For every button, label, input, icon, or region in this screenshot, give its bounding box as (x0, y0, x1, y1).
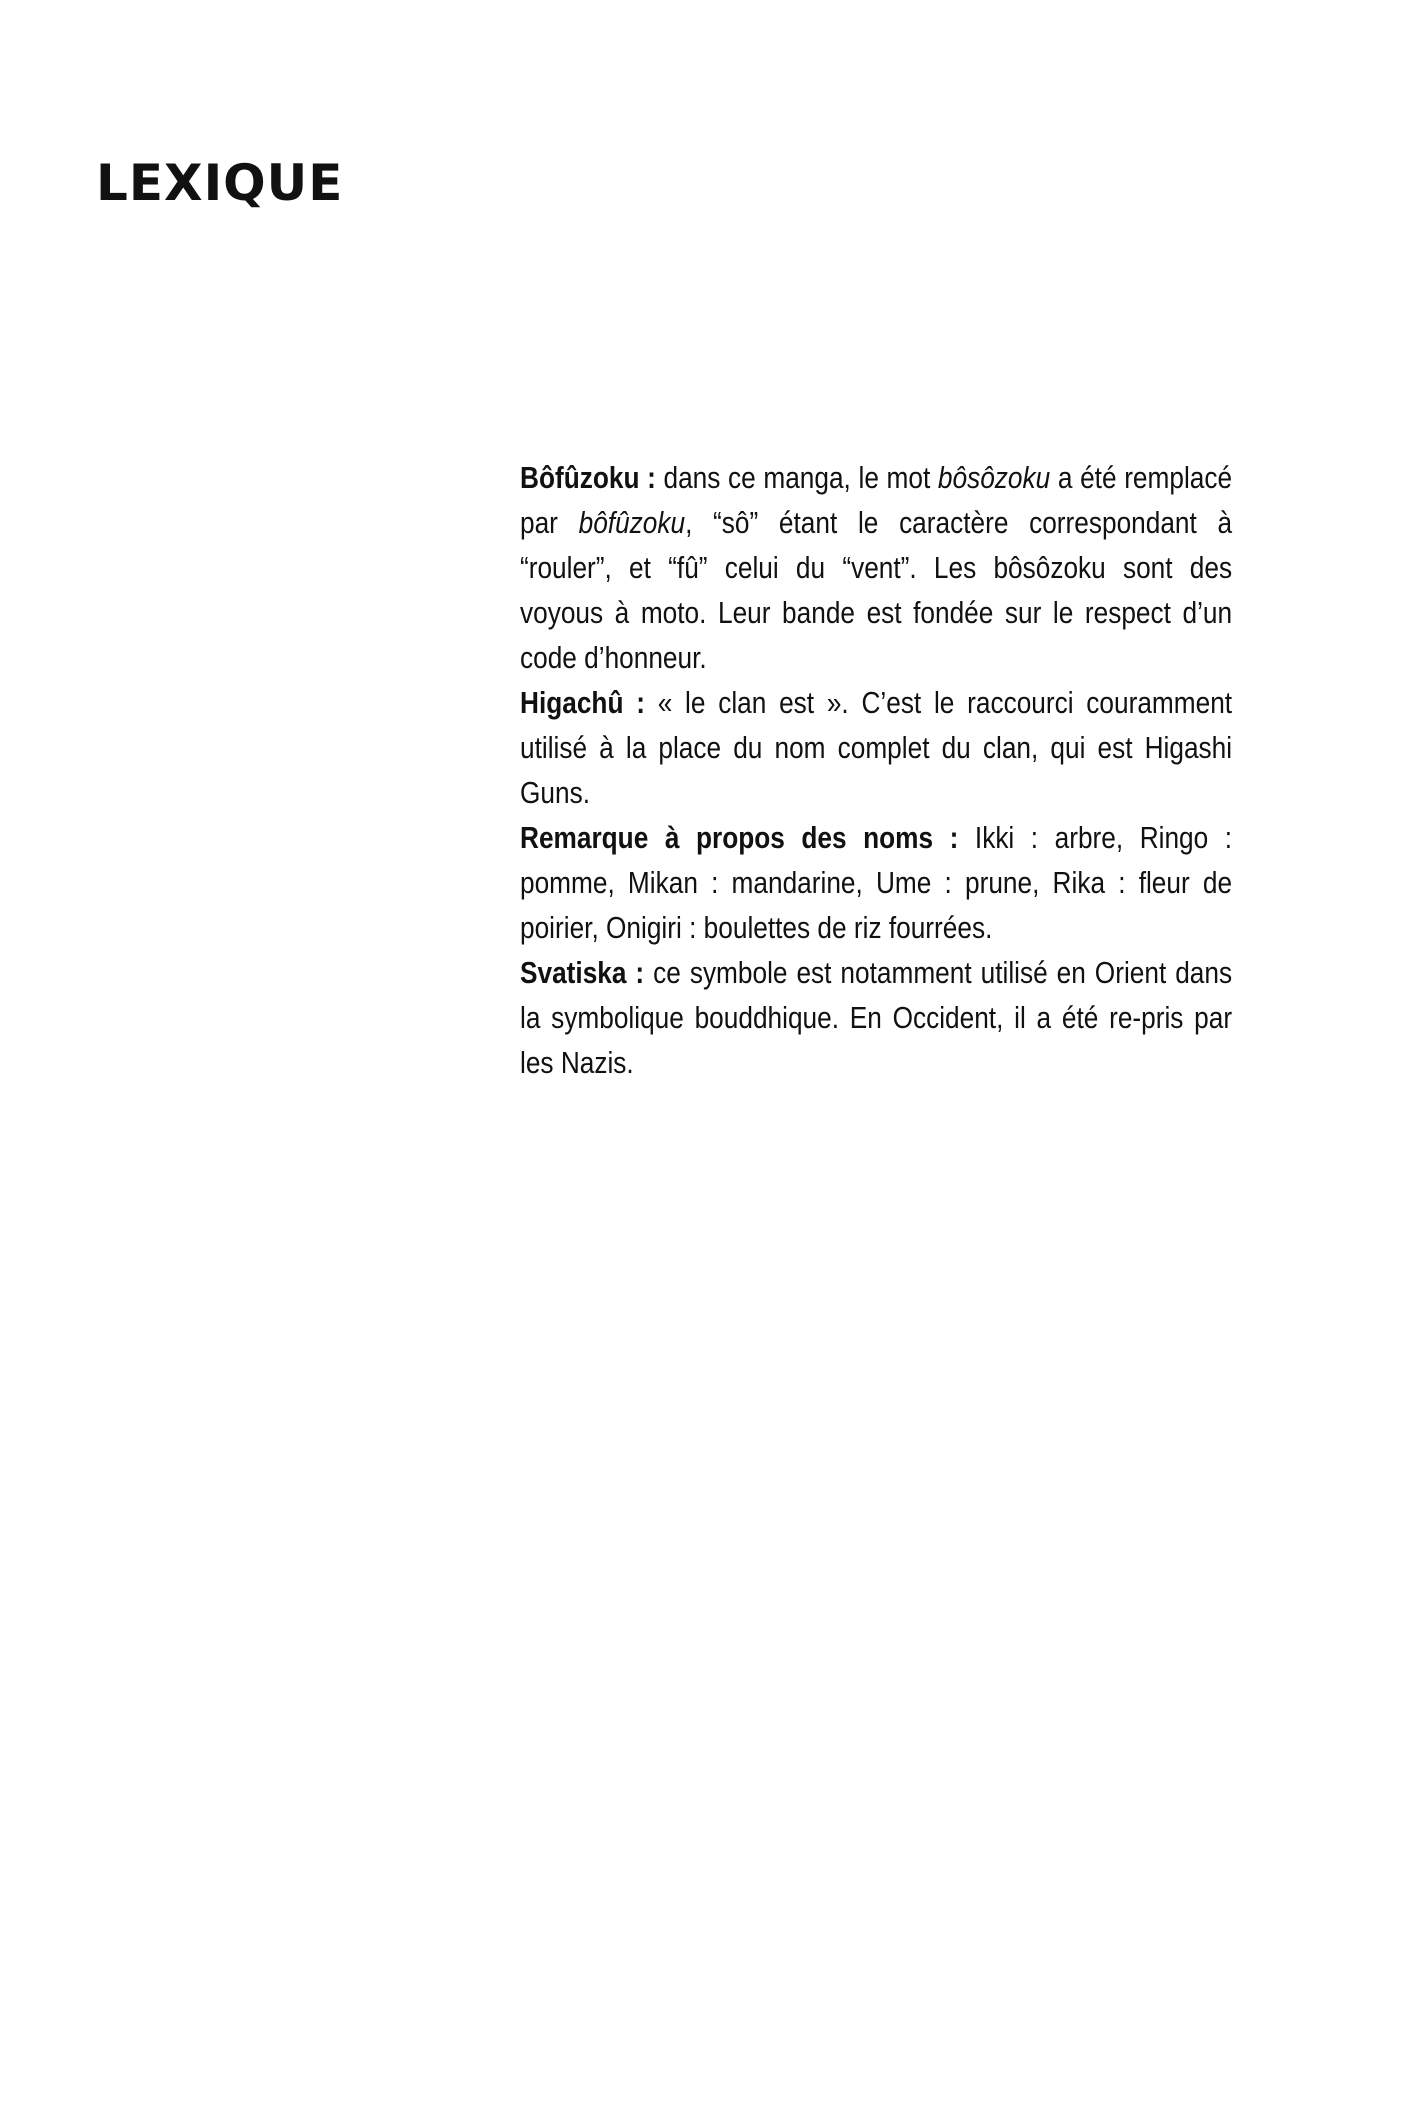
entry-text: dans ce manga, le mot (655, 461, 938, 495)
lexicon-entry-higachu (520, 681, 1232, 816)
entry-italic-word: bôfûzoku (578, 506, 686, 540)
entry-text: ce symbole est notamment utilisé en Orient dans la symbolique bouddhique. En Occident, il a été re-pris par les Nazis. (520, 956, 1233, 1080)
entry-term: Remarque à propos des noms : (520, 821, 959, 855)
entry-text: a été remplacé par (520, 461, 1233, 540)
entry-text: « le clan est ». C’est le raccourci couramment utilisé à la place du nom complet du clan, qui est Higashi Guns. (520, 686, 1233, 810)
lexicon-entry-remarque-noms (520, 816, 1232, 951)
lexicon-entry-svatiska (520, 951, 1232, 1086)
entry-term: Higachû : (520, 686, 645, 720)
entry-text: , “sô” étant le caractère correspondant à “rouler”, et “fû” celui du “vent”. Les bôsôzoku sont des voyous à moto. Leur bande est fondée sur le respect d’un code d’honneur. (520, 506, 1233, 675)
lexicon-entry-bofuzoku (520, 456, 1232, 681)
lexicon-entries (520, 456, 1232, 1086)
entry-term: Bôfûzoku : (520, 461, 656, 495)
entry-italic-word: bôsôzoku (937, 461, 1051, 495)
page-title: LEXIQUE (96, 154, 344, 212)
entry-term: Svatiska : (520, 956, 645, 990)
entry-text: Ikki : arbre, Ringo : pomme, Mikan : mandarine, Ume : prune, Rika : fleur de poirier, Onigiri : boulettes de riz fourrées. (520, 821, 1233, 945)
